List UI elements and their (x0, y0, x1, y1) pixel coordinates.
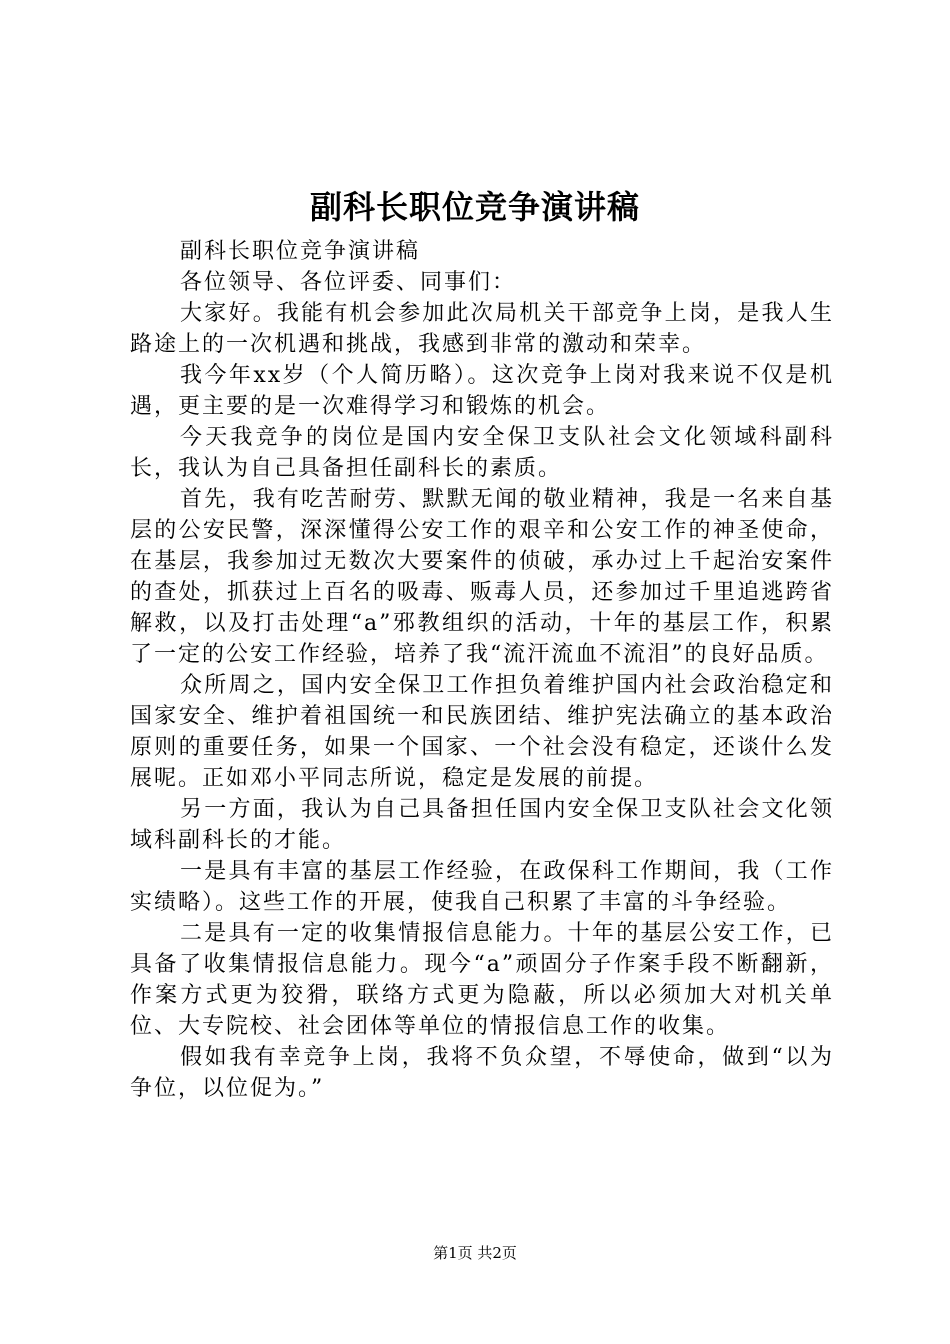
paragraph: 大家好。我能有机会参加此次局机关干部竞争上岗，是我人生路途上的一次机遇和挑战，我感到非常的激动和荣幸。 (130, 301, 834, 357)
document-title: 副科长职位竞争演讲稿 (309, 188, 640, 226)
paragraph: 今天我竞争的岗位是国内安全保卫支队社会文化领域科副科长，我认为自己具备担任副科长的素质。 (130, 425, 834, 481)
paragraph: 众所周之，国内安全保卫工作担负着维护国内社会政治稳定和国家安全、维护着祖国统一和民族团结、维护宪法确立的基本政治原则的重要任务，如果一个国家、一个社会没有稳定，还谈什么发展呢。正如邓小平同志所说，稳定是发展的前提。 (130, 673, 834, 791)
paragraph-subtitle: 副科长职位竞争演讲稿 (180, 239, 421, 264)
paragraph-salutation: 各位领导、各位评委、同事们： (180, 270, 517, 295)
paragraph: 一是具有丰富的基层工作经验，在政保科工作期间，我（工作实绩略）。这些工作的开展，使我自己积累了丰富的斗争经验。 (130, 859, 834, 915)
paragraph: 二是具有一定的收集情报信息能力。十年的基层公安工作，已具备了收集情报信息能力。现今“a”顽固分子作案手段不断翻新，作案方式更为狡猾，联络方式更为隐蔽，所以必须加大对机关单位、大专院校、社会团体等单位的情报信息工作的收集。 (130, 921, 834, 1039)
paragraph: 另一方面，我认为自己具备担任国内安全保卫支队社会文化领域科副科长的才能。 (130, 797, 834, 853)
document-body (130, 236, 834, 1104)
page-number-footer: 第1页 共2页 (433, 1244, 517, 1262)
paragraph: 首先，我有吃苦耐劳、默默无闻的敬业精神，我是一名来自基层的公安民警，深深懂得公安工作的艰辛和公安工作的神圣使命，在基层，我参加过无数次大要案件的侦破，承办过上千起治安案件的查处，抓获过上百名的吸毒、贩毒人员，还参加过千里追逃跨省解救，以及打击处理“a”邪教组织的活动，十年的基层工作，积累了一定的公安工作经验，培养了我“流汗流血不流泪”的良好品质。 (130, 487, 834, 667)
paragraph: 我今年xx岁（个人简历略）。这次竞争上岗对我来说不仅是机遇，更主要的是一次难得学习和锻炼的机会。 (130, 363, 834, 419)
paragraph: 假如我有幸竞争上岗，我将不负众望，不辱使命，做到“以为争位，以位促为。” (130, 1045, 834, 1101)
